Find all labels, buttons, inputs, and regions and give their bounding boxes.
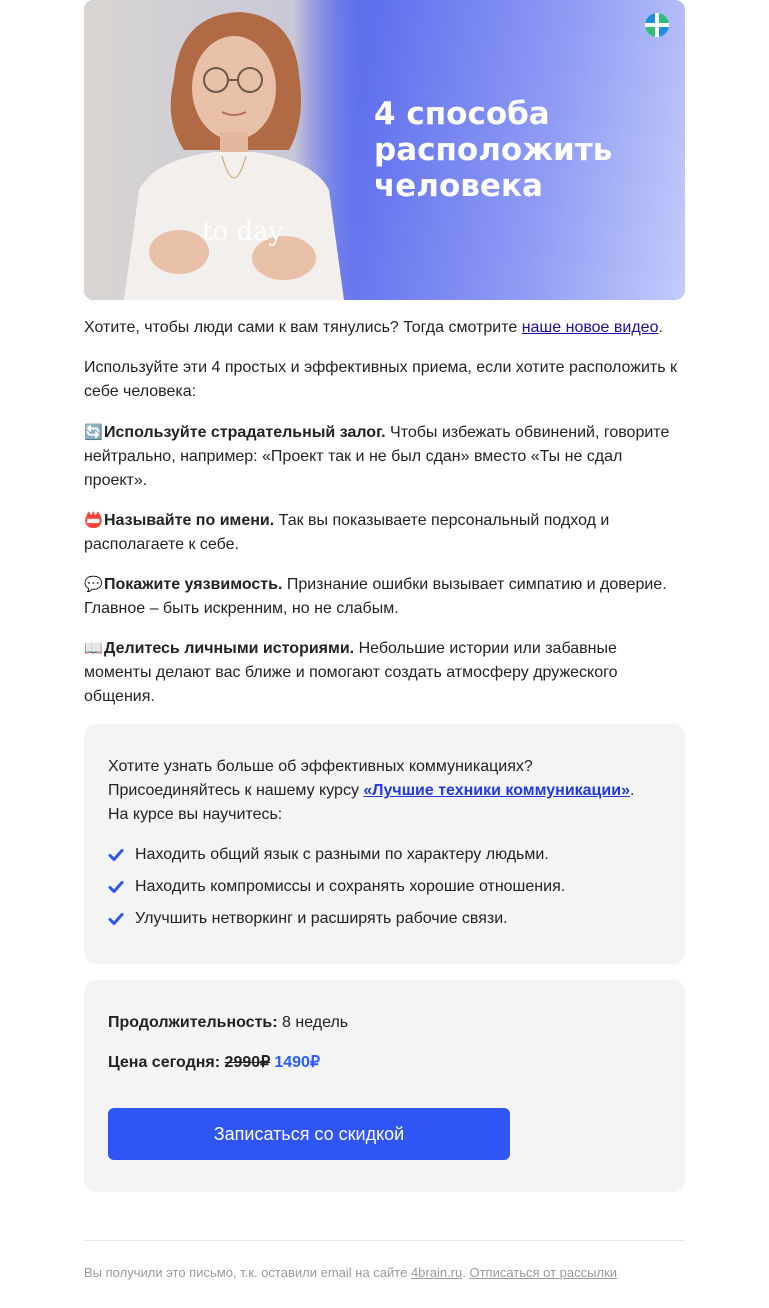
- intro-text: Хотите, чтобы люди сами к вам тянулись? Тогда смотрите: [84, 319, 522, 336]
- course-intro: [108, 755, 668, 827]
- checkmark-icon: [108, 911, 124, 927]
- course-intro-line: Хотите узнать больше об эффективных коммуникациях?: [108, 758, 533, 775]
- tip-item: [84, 508, 685, 557]
- 4brain-logo-icon: [644, 12, 670, 38]
- benefit-item: [108, 875, 668, 899]
- tip-text: Так вы показываете персональный подход и располагаете к себе.: [84, 512, 610, 553]
- hero-headline-line: 4 способа: [374, 96, 550, 132]
- price-label: Цена сегодня:: [108, 1054, 221, 1071]
- course-link[interactable]: «Лучшие техники коммуникации»: [363, 782, 630, 799]
- footer-divider: [84, 1240, 685, 1241]
- email-body: [84, 0, 685, 1280]
- course-intro-line: На курсе вы научитесь:: [108, 806, 283, 823]
- video-link[interactable]: наше новое видео: [521, 319, 659, 336]
- course-join-text: Присоединяйтесь к нашему курсу: [108, 782, 364, 799]
- benefit-text: Находить общий язык с разными по характеру людьми.: [135, 846, 549, 863]
- course-intro-line: [108, 779, 668, 803]
- woman-portrait-image: [84, 0, 364, 300]
- benefit-text: Улучшить нетворкинг и расширять рабочие связи.: [135, 910, 508, 927]
- footer-text: Вы получили это письмо, т.к. оставили email на сайте: [84, 1265, 411, 1280]
- tip-item: [84, 636, 685, 709]
- tip-title: Делитесь личными историями.: [104, 640, 355, 657]
- tip-title: Покажите уязвимость.: [104, 576, 283, 593]
- duration-row: [108, 1011, 348, 1035]
- site-link[interactable]: 4brain.ru: [410, 1265, 463, 1280]
- hero-headline: [374, 96, 674, 204]
- lead-paragraph: Используйте эти 4 простых и эффективных приема, если хотите расположить к себе человека:: [84, 359, 677, 400]
- price-row: [108, 1051, 320, 1075]
- tip-item: [84, 572, 685, 621]
- enroll-button[interactable]: Записаться со скидкой: [108, 1108, 510, 1160]
- course-promo-box: [84, 724, 685, 964]
- checkmark-icon: [108, 847, 124, 863]
- open-book-icon: 📖: [84, 639, 103, 657]
- footer-separator: .: [462, 1265, 470, 1280]
- pricing-box: [84, 980, 685, 1192]
- tip-text: Признание ошибки вызывает симпатию и доверие. Главное – быть искренним, но не слабым.: [84, 576, 667, 617]
- benefit-item: [108, 907, 668, 931]
- refresh-arrows-icon: 🔄: [84, 423, 103, 441]
- hero-headline-line: расположить: [374, 132, 613, 168]
- hero-headline-line: человека: [374, 168, 543, 204]
- course-period: .: [629, 782, 635, 799]
- tip-text: Небольшие истории или забавные моменты делают вас ближе и помогают создать атмосферу дружеского общения.: [84, 640, 618, 705]
- name-badge-icon: 📛: [84, 511, 103, 529]
- footer-note: [84, 1264, 685, 1282]
- intro-paragraph: [84, 316, 685, 340]
- tip-item: [84, 420, 685, 493]
- speech-bubble-icon: 💬: [84, 575, 103, 593]
- shirt-print-text: to day: [202, 217, 284, 247]
- benefit-item: [108, 843, 668, 867]
- unsubscribe-link[interactable]: Отписаться от рассылки: [469, 1265, 618, 1280]
- duration-label: Продолжительность:: [108, 1014, 278, 1031]
- tip-text: Чтобы избежать обвинений, говорите нейтрально, например: «Проект так и не был сдан» вместо «Ты не сдал проект».: [84, 424, 670, 489]
- tip-title: Используйте страдательный залог.: [104, 424, 386, 441]
- tip-title: Называйте по имени.: [104, 512, 275, 529]
- benefit-text: Находить компромиссы и сохранять хорошие отношения.: [135, 878, 566, 895]
- new-price: 1490₽: [274, 1054, 321, 1071]
- checkmark-icon: [108, 879, 124, 895]
- duration-value: 8 недель: [277, 1014, 349, 1031]
- intro-period: .: [658, 319, 663, 336]
- old-price: 2990₽: [224, 1054, 271, 1071]
- hero-banner[interactable]: [84, 0, 685, 300]
